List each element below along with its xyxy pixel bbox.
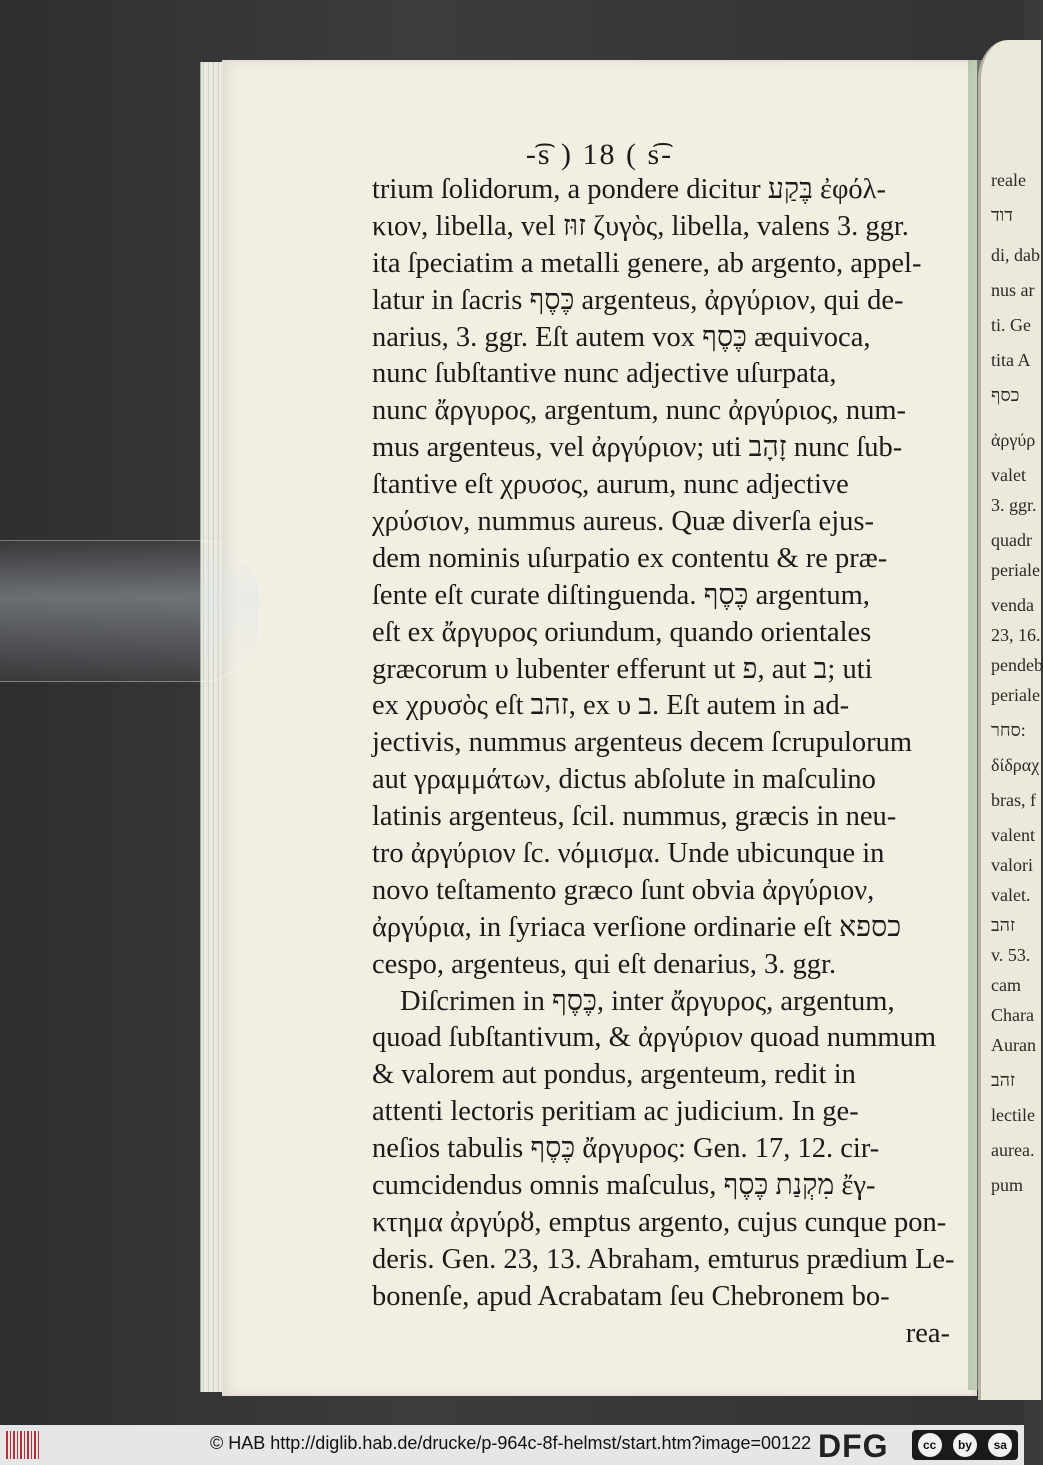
next-page-fragment: nus ar (991, 280, 1035, 300)
text-line: bonenſe, apud Acrabatam ſeu Chebronem bo- (372, 1280, 890, 1312)
text-line: jectivis, nummus argenteus decem ſcrupulorum (372, 727, 913, 759)
book-page (222, 60, 977, 1396)
text-line: narius, 3. ggr. Eſt autem vox כֶּסֶף æquivoca, (372, 321, 871, 353)
next-page-fragment: aurea. (991, 1140, 1035, 1160)
text-line: aut γραμμάτων, dictus abſolute in maſculino (372, 764, 876, 796)
text-line: χρύσιον, nummus aureus. Quæ diverſa ejus- (372, 506, 874, 538)
copyright-link[interactable]: © HAB http://diglib.hab.de/drucke/p-964c-8f-helmst/start.htm?image=00122 (210, 1433, 812, 1453)
text-line: latinis argenteus, ſcil. nummus, græcis in neu- (372, 801, 897, 833)
text-line: quoad ſubſtantivum, & ἀργύριον quoad nummum (372, 1022, 937, 1054)
cc-icon: cc (918, 1433, 942, 1457)
text-line: græcorum υ lubenter efferunt ut פ, aut ב; uti (372, 653, 873, 685)
text-line: neſios tabulis כֶּסֶף ἄργυρος: Gen. 17, 12. cir- (372, 1133, 880, 1165)
text-line: tro ἀργύριον ſc. νόμισμα. Unde ubicunque in (372, 838, 885, 870)
text-line: mus argenteus, vel ἀργύριον; uti זָהָב nunc ſub- (372, 432, 903, 464)
next-page-fragment: כסף (991, 385, 1020, 405)
next-page-edge (978, 40, 1041, 1400)
next-page-fragment: סחר: (991, 720, 1026, 740)
next-page-fragment: lectile (991, 1105, 1035, 1125)
next-page-fragment: quadr (991, 530, 1032, 550)
next-page-fragment: periale (991, 560, 1040, 580)
text-line: Diſcrimen in כֶּסֶף, inter ἄργυρος, argentum, (400, 985, 895, 1017)
hab-logo (6, 1431, 40, 1459)
text-line: eſt ex ἄργυρος oriundum, quando orientales (372, 616, 872, 648)
next-page-fragment: 3. ggr. (991, 495, 1037, 515)
text-line: nunc ἄργυρος, argentum, nunc ἀργύριος, num- (372, 395, 906, 427)
next-page-fragment: periale (991, 685, 1040, 705)
by-icon: by (953, 1433, 977, 1457)
next-page-fragment: ti. Ge (991, 315, 1031, 335)
text-line: attenti lectoris peritiam ac judicium. In ge- (372, 1096, 859, 1128)
next-page-fragment: tita A (991, 350, 1031, 370)
next-page-fragment: דוד (991, 205, 1013, 225)
next-page-fragment: reale (991, 170, 1026, 190)
next-page-fragment: זהב (991, 915, 1016, 935)
next-page-fragment: v. 53. (991, 945, 1031, 965)
text-line: trium ſolidorum, a pondere dicitur בֶּקַע ἐφόλ- (372, 174, 886, 205)
text-line: cespo, argenteus, qui eſt denarius, 3. ggr. (372, 948, 837, 980)
next-page-fragment: ἀργύρ (991, 430, 1036, 450)
next-page-fragment: pum (991, 1175, 1024, 1195)
text-line: & valorem aut pondus, argenteum, redit in (372, 1059, 856, 1091)
text-line: dem nominis uſurpatio ex contentu & re præ- (372, 542, 888, 574)
next-page-fragment: pendeb (991, 655, 1043, 675)
text-line: ſente eſt curate diſtinguenda. כֶּסֶף argentum, (372, 579, 870, 611)
text-line: cumcidendus omnis maſculus, מִקְנַת כֶּסֶף ἔγ- (372, 1170, 876, 1202)
text-line: deris. Gen. 23, 13. Abraham, emturus prædium Le- (372, 1243, 955, 1275)
next-page-fragment: Auran (991, 1035, 1036, 1055)
text-line: ita ſpeciatim a metalli genere, ab argento, appel- (372, 247, 922, 279)
text-line: ex χρυσὸς eſt זהב, ex υ ב. Eſt autem in ad- (372, 690, 850, 722)
next-page-fragment: 23, 16. (991, 625, 1041, 645)
dfg-logo[interactable]: DFG (818, 1428, 889, 1464)
next-page-fragment: di, dab (991, 245, 1040, 265)
next-page-fragment: bras, f (991, 790, 1036, 810)
next-page-fragment: δίδραχ (991, 755, 1040, 775)
next-page-fragment: valent (991, 825, 1035, 845)
text-line: novo teſtamento græco ſunt obvia ἀργύριον, (372, 874, 875, 906)
glass-page-holder (0, 540, 261, 682)
license-badge[interactable] (912, 1430, 1018, 1460)
next-page-fragment: venda (991, 595, 1034, 615)
text-line: ἀργύρια, in ſyriaca verſione ordinarie eſt כספא (372, 911, 902, 943)
running-head: -͡s ) 18 ( s͡- (525, 138, 674, 171)
next-page-fragment: זהב (991, 1070, 1016, 1090)
text-line: rea- (905, 1317, 950, 1349)
text-line: κτημα ἀργύρȣ, emptus argento, cujus cunque pon- (372, 1206, 947, 1238)
sa-icon: sa (988, 1433, 1012, 1457)
footer-bar (0, 1425, 1024, 1465)
next-page-fragment: cam (991, 975, 1021, 995)
next-page-fragment: Chara (991, 1005, 1034, 1025)
next-page-fragment: valori (991, 855, 1033, 875)
text-line: latur in ſacris כֶּסֶף argenteus, ἀργύριον, qui de- (372, 284, 904, 316)
text-line: nunc ſubſtantive nunc adjective uſurpata, (372, 358, 837, 390)
text-line: ſtantive eſt χρυσος, aurum, nunc adjective (372, 469, 849, 501)
page-text (372, 172, 955, 1353)
next-page-fragment: valet. (991, 885, 1031, 905)
text-line: κιον, libella, vel זוּז ζυγὸς, libella, valens 3. ggr. (372, 210, 909, 242)
next-page-fragment: valet (991, 465, 1026, 485)
